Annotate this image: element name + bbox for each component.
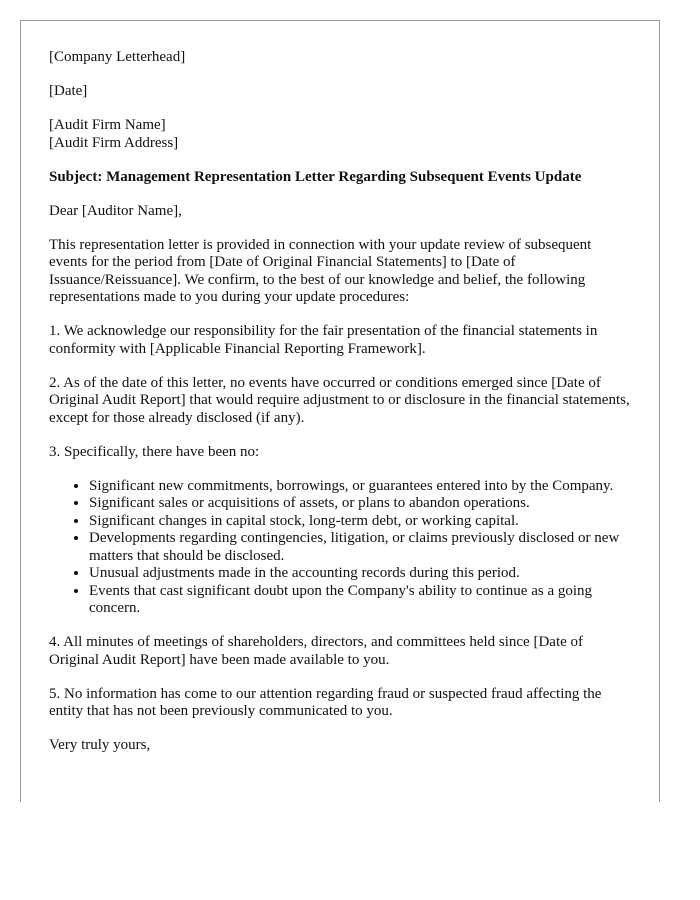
representation-5: 5. No information has come to our attention regarding fraud or suspected fraud affecting the entity that has not been previously communicated to you. (49, 685, 602, 719)
letter-date: [Date] (49, 83, 88, 99)
list-item: • Developments regarding contingencies, litigation, or claims previously disclosed or new matters that should be disclosed. (89, 530, 631, 565)
list-item: • Unusual adjustments made in the accounting records during this period. (89, 565, 631, 583)
recipient-block (49, 117, 631, 152)
representation-4: 4. All minutes of meetings of shareholders, directors, and committees held since [Date of Original Audit Report] have been made available to you. (49, 634, 584, 668)
list-item: • Significant changes in capital stock, long-term debt, or working capital. (89, 513, 631, 531)
representation-3: 3. Specifically, there have been no: (49, 443, 260, 460)
representation-1: 1. We acknowledge our responsibility for the fair presentation of the financial statements in conformity with [Applicable Financial Reporting Framework]. (49, 323, 598, 357)
events-list (49, 478, 631, 618)
salutation: Dear [Auditor Name], (49, 202, 182, 219)
audit-firm-address: [Audit Firm Address] (49, 134, 179, 151)
closing: Very truly yours, (49, 737, 151, 753)
list-item: • Events that cast significant doubt upon the Company's ability to continue as a going concern. (89, 583, 631, 618)
audit-firm-name: [Audit Firm Name] (49, 117, 166, 133)
letter-page (20, 20, 660, 802)
company-letterhead: [Company Letterhead] (49, 49, 186, 65)
list-item: • Significant new commitments, borrowings, or guarantees entered into by the Company. (89, 478, 631, 496)
representation-2: 2. As of the date of this letter, no events have occurred or conditions emerged since [Date of Original Audit Report] that would require adjustment to or disclosure in the financial statements, except for those already disclosed (if any). (49, 374, 630, 426)
list-item: • Significant sales or acquisitions of assets, or plans to abandon operations. (89, 495, 631, 513)
intro-paragraph: This representation letter is provided in connection with your update review of subsequent events for the period from [Date of Original Financial Statements] to [Date of Issuance/Reissuance]. We confirm, to the best of our knowledge and belief, the following representations made to you during your update procedures: (49, 236, 592, 305)
subject-line: Subject: Management Representation Letter Regarding Subsequent Events Update (49, 168, 582, 185)
